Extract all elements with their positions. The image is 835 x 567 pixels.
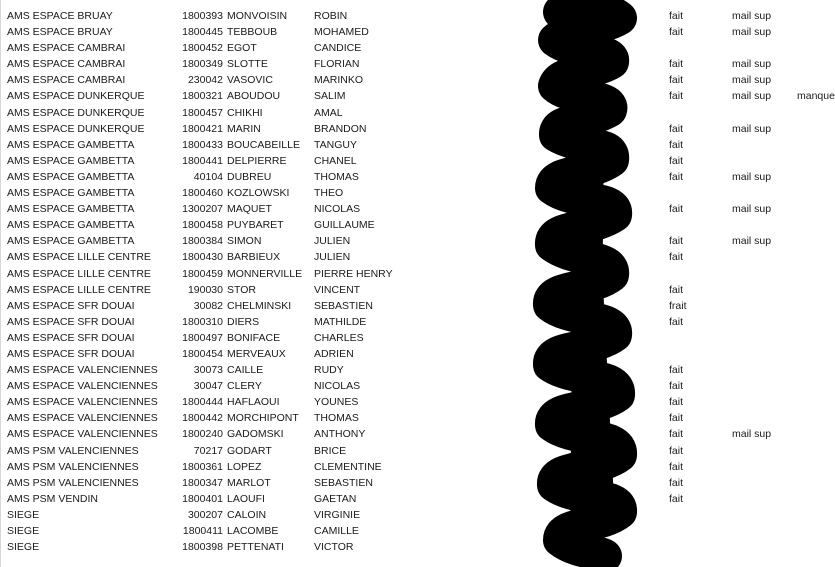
table-row: [0, 362, 835, 378]
cell-site[interactable]: AMS ESPACE CAMBRAI: [7, 42, 126, 55]
cell-site[interactable]: SIEGE: [7, 525, 40, 537]
cell-last-name[interactable]: GADOMSKI: [227, 428, 284, 441]
cell-first-name[interactable]: YOUNES: [314, 396, 359, 409]
cell-id[interactable]: 1800459: [182, 267, 223, 280]
cell-site[interactable]: AMS ESPACE CAMBRAI: [7, 58, 126, 71]
cell-status[interactable]: fait: [669, 460, 684, 473]
cell-status[interactable]: fait: [669, 138, 684, 151]
cell-first-name[interactable]: PIERRE HENRY: [314, 267, 393, 280]
cell-id[interactable]: 1800384: [182, 235, 223, 248]
cell-last-name[interactable]: LAOUFI: [227, 492, 265, 505]
cell-last-name[interactable]: BARBIEUX: [227, 251, 281, 264]
cell-last-name[interactable]: MONNERVILLE: [227, 267, 303, 280]
cell-last-name[interactable]: SIMON: [227, 235, 262, 248]
cell-site[interactable]: AMS ESPACE SFR DOUAI: [7, 347, 135, 360]
cell-status[interactable]: fait: [669, 203, 684, 216]
cell-id[interactable]: 1800444: [182, 396, 223, 409]
table-row: [0, 443, 835, 459]
cell-site[interactable]: AMS ESPACE GAMBETTA: [7, 187, 135, 200]
cell-mail[interactable]: mail sup: [732, 203, 772, 216]
cell-mail[interactable]: mail sup: [732, 428, 772, 441]
cell-last-name[interactable]: MARIN: [227, 122, 261, 135]
table-row: [0, 121, 835, 137]
cell-id[interactable]: 190030: [187, 283, 223, 296]
cell-id[interactable]: 1800452: [182, 42, 223, 55]
cell-first-name[interactable]: ROBIN: [314, 10, 348, 22]
cell-first-name[interactable]: THOMAS: [314, 412, 359, 425]
cell-last-name[interactable]: EGOT: [227, 42, 257, 55]
cell-status[interactable]: fait: [669, 476, 684, 489]
cell-status[interactable]: fait: [669, 315, 684, 328]
cell-first-name[interactable]: BRANDON: [314, 122, 367, 135]
cell-id[interactable]: 30073: [193, 364, 223, 377]
cell-first-name[interactable]: JULIEN: [314, 235, 351, 248]
cell-status[interactable]: fait: [669, 170, 684, 183]
table-row: [0, 72, 835, 88]
cell-site[interactable]: AMS ESPACE VALENCIENNES: [7, 380, 158, 393]
cell-status[interactable]: frait: [669, 299, 687, 312]
cell-first-name[interactable]: RUDY: [314, 364, 344, 377]
table-row: [0, 105, 835, 121]
table-row: [0, 475, 835, 491]
cell-last-name[interactable]: BOUCABEILLE: [227, 138, 300, 151]
cell-mail[interactable]: mail sup: [732, 10, 772, 22]
cell-site[interactable]: AMS ESPACE VALENCIENNES: [7, 364, 158, 377]
cell-status[interactable]: fait: [669, 26, 684, 39]
cell-status[interactable]: fait: [669, 396, 684, 409]
cell-site[interactable]: AMS ESPACE SFR DOUAI: [7, 315, 135, 328]
table-row: [0, 394, 835, 410]
cell-site[interactable]: AMS ESPACE BRUAY: [7, 26, 113, 39]
table-row: [0, 507, 835, 523]
cell-first-name[interactable]: CHARLES: [314, 331, 364, 344]
table-row: [0, 491, 835, 507]
cell-id[interactable]: 1800430: [182, 251, 223, 264]
cell-site[interactable]: AMS ESPACE VALENCIENNES: [7, 412, 158, 425]
cell-mail[interactable]: mail sup: [732, 90, 772, 103]
cell-status[interactable]: fait: [669, 412, 684, 425]
cell-status[interactable]: fait: [669, 58, 684, 71]
table-row: [0, 137, 835, 153]
cell-last-name[interactable]: CHELMINSKI: [227, 299, 292, 312]
cell-first-name[interactable]: MOHAMED: [314, 26, 369, 39]
table-row: [0, 217, 835, 233]
cell-last-name[interactable]: KOZLOWSKI: [227, 187, 290, 200]
cell-first-name[interactable]: VINCENT: [314, 283, 361, 296]
cell-id[interactable]: 300207: [187, 508, 223, 521]
cell-site[interactable]: AMS ESPACE CAMBRAI: [7, 74, 126, 87]
cell-id[interactable]: 1800445: [182, 26, 223, 39]
cell-status[interactable]: fait: [669, 122, 684, 135]
cell-site[interactable]: AMS ESPACE SFR DOUAI: [7, 299, 135, 312]
cell-first-name[interactable]: ANTHONY: [314, 428, 366, 441]
cell-site[interactable]: AMS PSM VALENCIENNES: [7, 476, 139, 489]
table-row: [0, 298, 835, 314]
cell-last-name[interactable]: LACOMBE: [227, 525, 279, 537]
table-row: [0, 426, 835, 442]
table-row: [0, 40, 835, 56]
cell-mail[interactable]: mail sup: [732, 58, 772, 71]
cell-id[interactable]: 1800442: [182, 412, 223, 425]
cell-last-name[interactable]: CLERY: [227, 380, 262, 393]
cell-status[interactable]: fait: [669, 444, 684, 457]
cell-first-name[interactable]: THOMAS: [314, 170, 359, 183]
cell-last-name[interactable]: TEBBOUB: [227, 26, 278, 39]
table-row: [0, 282, 835, 298]
cell-first-name[interactable]: NICOLAS: [314, 203, 361, 216]
cell-id[interactable]: 30082: [193, 299, 223, 312]
cell-first-name[interactable]: GAETAN: [314, 492, 357, 505]
cell-first-name[interactable]: SEBASTIEN: [314, 476, 373, 489]
table-row: [0, 169, 835, 185]
table-row: [0, 314, 835, 330]
cell-mail[interactable]: mail sup: [732, 26, 772, 39]
table-row: [0, 88, 835, 104]
cell-status[interactable]: fait: [669, 235, 684, 248]
cell-first-name[interactable]: VIRGINIE: [314, 508, 361, 521]
cell-status[interactable]: fait: [669, 251, 684, 264]
table-row: [0, 249, 835, 265]
cell-id[interactable]: 1300207: [182, 203, 223, 216]
cell-status[interactable]: fait: [669, 380, 684, 393]
cell-first-name[interactable]: VICTOR: [314, 541, 354, 554]
cell-id[interactable]: 1800310: [182, 315, 223, 328]
cell-last-name[interactable]: MONVOISIN: [227, 10, 288, 22]
cell-last-name[interactable]: VASOVIC: [227, 74, 273, 87]
cell-mail[interactable]: mail sup: [732, 235, 772, 248]
cell-last-name[interactable]: STOR: [227, 283, 256, 296]
cell-last-name[interactable]: MARLOT: [227, 476, 271, 489]
cell-site[interactable]: AMS ESPACE VALENCIENNES: [7, 428, 158, 441]
cell-site[interactable]: AMS ESPACE VALENCIENNES: [7, 396, 158, 409]
table-row: [0, 346, 835, 362]
table-row: [0, 24, 835, 40]
cell-status[interactable]: fait: [669, 154, 684, 167]
table-row: [0, 523, 835, 539]
cell-last-name[interactable]: CALOIN: [227, 508, 267, 521]
cell-id[interactable]: 1800321: [182, 90, 223, 103]
cell-site[interactable]: AMS ESPACE GAMBETTA: [7, 154, 135, 167]
cell-site[interactable]: SIEGE: [7, 508, 40, 521]
cell-first-name[interactable]: MARINKO: [314, 74, 364, 87]
cell-last-name[interactable]: MERVEAUX: [227, 347, 286, 360]
cell-site[interactable]: AMS PSM VENDIN: [7, 492, 99, 505]
table-row: [0, 539, 835, 555]
cell-site[interactable]: AMS ESPACE LILLE CENTRE: [7, 251, 151, 264]
cell-site[interactable]: AMS PSM VALENCIENNES: [7, 444, 139, 457]
cell-last-name[interactable]: DUBREU: [227, 170, 272, 183]
cell-id[interactable]: 1800401: [182, 492, 223, 505]
cell-first-name[interactable]: CHANEL: [314, 154, 357, 167]
cell-status[interactable]: fait: [669, 90, 684, 103]
cell-site[interactable]: AMS ESPACE GAMBETTA: [7, 203, 135, 216]
cell-first-name[interactable]: AMAL: [314, 106, 343, 119]
cell-last-name[interactable]: HAFLAOUI: [227, 396, 280, 409]
cell-id[interactable]: 1800240: [182, 428, 223, 441]
cell-first-name[interactable]: ADRIEN: [314, 347, 354, 360]
cell-mail[interactable]: mail sup: [732, 122, 772, 135]
table-row: [0, 8, 835, 24]
cell-status[interactable]: fait: [669, 74, 684, 87]
cell-first-name[interactable]: CAMILLE: [314, 525, 359, 537]
table-row: [0, 330, 835, 346]
spreadsheet-table: [0, 8, 835, 555]
cell-first-name[interactable]: SEBASTIEN: [314, 299, 373, 312]
cell-id[interactable]: 1800454: [182, 347, 223, 360]
cell-site[interactable]: AMS ESPACE LILLE CENTRE: [7, 283, 151, 296]
cell-mail[interactable]: mail sup: [732, 170, 772, 183]
cell-last-name[interactable]: MAQUET: [227, 203, 272, 216]
cell-last-name[interactable]: DIERS: [227, 315, 260, 328]
table-row: [0, 410, 835, 426]
cell-last-name[interactable]: ABOUDOU: [227, 90, 281, 103]
table-row: [0, 266, 835, 282]
table-row: [0, 233, 835, 249]
cell-site[interactable]: AMS ESPACE SFR DOUAI: [7, 331, 135, 344]
cell-site[interactable]: AMS ESPACE DUNKERQUE: [7, 122, 145, 135]
table-row: [0, 459, 835, 475]
cell-last-name[interactable]: CHIKHI: [227, 106, 263, 119]
cell-last-name[interactable]: PETTENATI: [227, 541, 284, 554]
cell-id[interactable]: 1800433: [182, 138, 223, 151]
table-row: [0, 56, 835, 72]
cell-first-name[interactable]: BRICE: [314, 444, 347, 457]
cell-first-name[interactable]: TANGUY: [314, 138, 357, 151]
cell-first-name[interactable]: THEO: [314, 187, 344, 200]
cell-site[interactable]: AMS ESPACE GAMBETTA: [7, 235, 135, 248]
cell-last-name[interactable]: SLOTTE: [227, 58, 268, 71]
cell-status[interactable]: fait: [669, 428, 684, 441]
cell-site[interactable]: AMS PSM VALENCIENNES: [7, 460, 139, 473]
cell-id[interactable]: 1800393: [182, 10, 223, 22]
cell-last-name[interactable]: LOPEZ: [227, 460, 262, 473]
table-row: [0, 185, 835, 201]
cell-last-name[interactable]: GODART: [227, 444, 272, 457]
cell-id[interactable]: 70217: [193, 444, 223, 457]
cell-last-name[interactable]: DELPIERRE: [227, 154, 287, 167]
cell-mail[interactable]: mail sup: [732, 74, 772, 87]
cell-id[interactable]: 1800398: [182, 541, 223, 554]
cell-id[interactable]: 1800457: [182, 106, 223, 119]
cell-id[interactable]: 1800441: [182, 154, 223, 167]
cell-id[interactable]: 40104: [193, 170, 223, 183]
cell-id[interactable]: 1800361: [182, 460, 223, 473]
cell-id[interactable]: 1800460: [182, 187, 223, 200]
table-row: [0, 201, 835, 217]
cell-status[interactable]: fait: [669, 364, 684, 377]
cell-id[interactable]: 1800497: [182, 331, 223, 344]
table-row: [0, 378, 835, 394]
cell-id[interactable]: 230042: [187, 74, 223, 87]
cell-first-name[interactable]: GUILLAUME: [314, 219, 375, 232]
cell-status[interactable]: fait: [669, 10, 684, 22]
cell-site[interactable]: AMS ESPACE GAMBETTA: [7, 170, 135, 183]
cell-last-name[interactable]: PUYBARET: [227, 219, 284, 232]
cell-id[interactable]: 1800411: [182, 525, 223, 537]
cell-last-name[interactable]: MORCHIPONT: [227, 412, 299, 425]
cell-site[interactable]: AMS ESPACE DUNKERQUE: [7, 106, 145, 119]
cell-status[interactable]: fait: [669, 492, 684, 505]
cell-site[interactable]: AMS ESPACE BRUAY: [7, 10, 113, 22]
cell-site[interactable]: SIEGE: [7, 541, 40, 554]
cell-first-name[interactable]: CLEMENTINE: [314, 460, 382, 473]
cell-note[interactable]: manque: [797, 90, 835, 103]
cell-id[interactable]: 1800458: [182, 219, 223, 232]
cell-site[interactable]: AMS ESPACE GAMBETTA: [7, 138, 135, 151]
cell-id[interactable]: 1800349: [182, 58, 223, 71]
cell-id[interactable]: 1800347: [182, 476, 223, 489]
cell-first-name[interactable]: CANDICE: [314, 42, 362, 55]
table-row: [0, 153, 835, 169]
cell-id[interactable]: 1800421: [182, 122, 223, 135]
cell-id[interactable]: 30047: [193, 380, 223, 393]
cell-last-name[interactable]: BONIFACE: [227, 331, 281, 344]
cell-site[interactable]: AMS ESPACE LILLE CENTRE: [7, 267, 151, 280]
cell-site[interactable]: AMS ESPACE GAMBETTA: [7, 219, 135, 232]
cell-status[interactable]: fait: [669, 283, 684, 296]
cell-first-name[interactable]: SALIM: [314, 90, 346, 103]
cell-last-name[interactable]: CAILLE: [227, 364, 264, 377]
cell-first-name[interactable]: JULIEN: [314, 251, 351, 264]
cell-site[interactable]: AMS ESPACE DUNKERQUE: [7, 90, 145, 103]
cell-first-name[interactable]: NICOLAS: [314, 380, 361, 393]
cell-first-name[interactable]: FLORIAN: [314, 58, 360, 71]
cell-first-name[interactable]: MATHILDE: [314, 315, 367, 328]
